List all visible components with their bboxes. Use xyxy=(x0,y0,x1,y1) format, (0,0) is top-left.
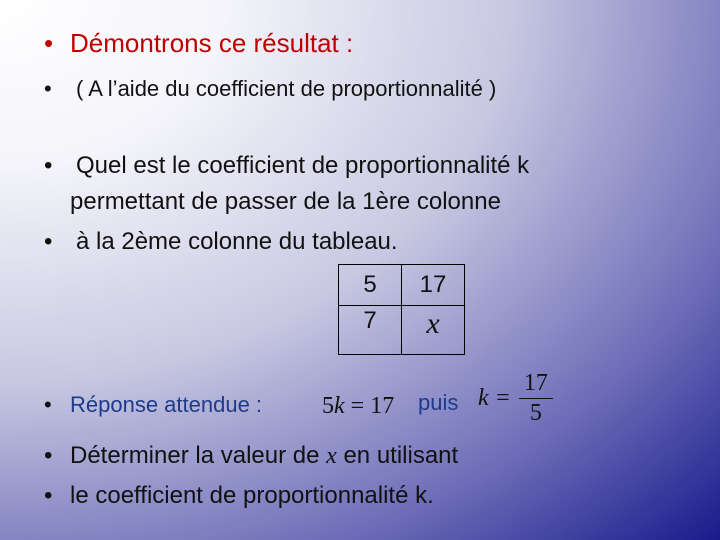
table-cell: 5 xyxy=(339,265,402,306)
slide-title: Démontrons ce résultat : xyxy=(70,28,354,58)
determine-text-1 xyxy=(70,442,458,470)
table-row xyxy=(339,265,465,306)
subtitle: ( A l’aide du coefficient de proportionnalité ) xyxy=(76,76,497,101)
table-row xyxy=(339,306,465,355)
question-text-2: permettant de passer de la 1ère colonne xyxy=(70,188,501,215)
fraction-numerator: 17 xyxy=(523,370,548,396)
table-cell: 7 xyxy=(339,306,402,355)
determine-var: x xyxy=(326,443,337,469)
bullet: • xyxy=(44,152,53,179)
table-cell: 17 xyxy=(402,265,465,306)
bullet: • xyxy=(44,228,53,255)
eq1-rhs: = 17 xyxy=(350,393,395,419)
fraction xyxy=(519,370,553,427)
bullet: • xyxy=(44,482,53,509)
eq2-lhs: k = xyxy=(478,385,511,411)
puis-label: puis xyxy=(418,390,459,415)
question-text-3: à la 2ème colonne du tableau. xyxy=(76,228,398,255)
bullet: • xyxy=(44,442,53,469)
eq1-coef: 5 xyxy=(322,393,334,419)
determine-text-2: le coefficient de proportionnalité k. xyxy=(70,482,434,509)
proportion-table xyxy=(338,264,465,355)
table-cell-unknown: x xyxy=(402,306,465,355)
bullet: • xyxy=(44,76,52,101)
determine-pre: Déterminer la valeur de xyxy=(70,442,320,469)
equation-5k xyxy=(322,393,394,420)
answer-label: Réponse attendue : xyxy=(70,392,263,417)
question-text-1: Quel est le coefficient de proportionnalité k xyxy=(76,152,530,179)
eq1-var: k xyxy=(334,393,345,419)
equation-k-fraction xyxy=(478,370,553,427)
fraction-denominator: 5 xyxy=(529,400,542,426)
bullet: • xyxy=(44,28,54,58)
determine-post: en utilisant xyxy=(343,442,459,469)
bullet: • xyxy=(44,392,52,417)
